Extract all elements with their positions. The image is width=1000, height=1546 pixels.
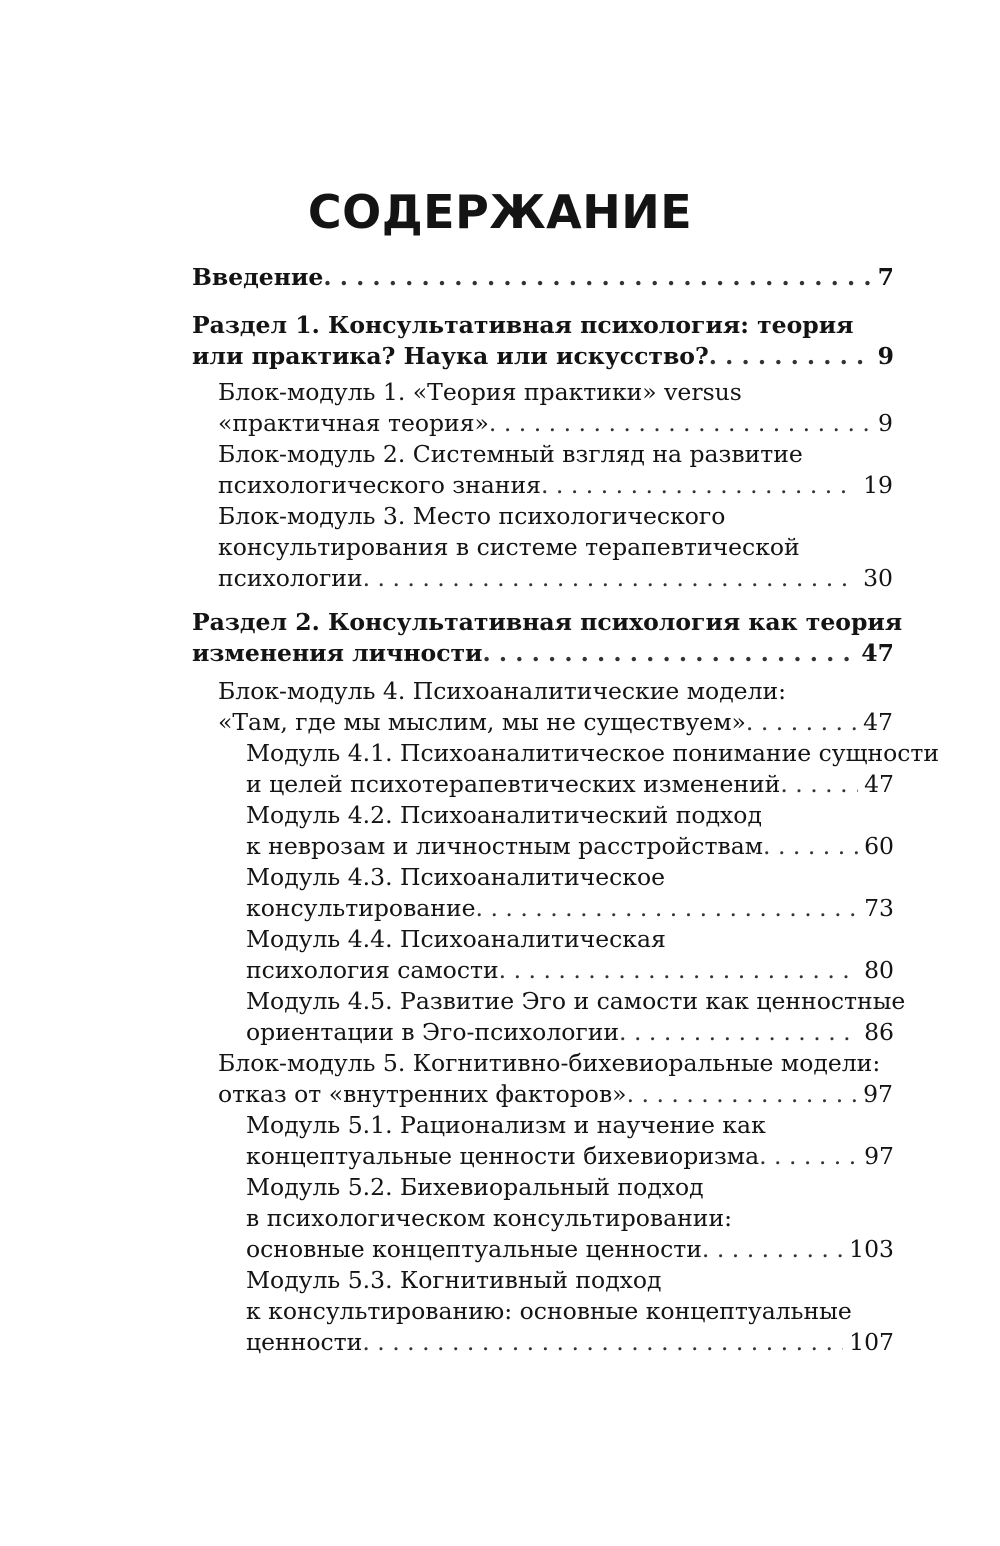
toc-entry-module-4-2[interactable] (246, 800, 894, 862)
dot-leader (483, 638, 856, 669)
toc-entry-module-4-1[interactable] (246, 738, 940, 800)
toc-entry-title: Блок-модуль 1. «Теория практики» versus (218, 378, 742, 406)
toc-entry-title: «практичная теория» (218, 409, 489, 437)
toc-entry-title: к консультированию: основные концептуальные (246, 1297, 852, 1325)
toc-entry-title: Блок-модуль 4. Психоаналитические модели: (218, 677, 787, 705)
toc-entry-title: Модуль 5.2. Бихевиоральный подход (246, 1173, 704, 1201)
toc-line (246, 1234, 894, 1265)
toc-entry-title: Модуль 4.3. Психоаналитическое (246, 863, 666, 891)
toc-entry-section-2[interactable] (192, 607, 903, 669)
toc-line (192, 638, 894, 669)
toc-page-number: 9 (878, 409, 893, 437)
toc-entry-introduction[interactable] (192, 262, 894, 293)
toc-line (246, 1110, 894, 1141)
toc-entry-title: и целей психотерапевтических изменений (246, 770, 781, 798)
toc-entry-title: в психологическом консультировании: (246, 1204, 733, 1232)
toc-line (218, 563, 893, 594)
dot-leader (759, 1141, 858, 1172)
dot-leader (746, 707, 857, 738)
toc-page-number: 97 (864, 1142, 894, 1170)
dot-leader (489, 408, 872, 439)
toc-entry-title: «Там, где мы мыслим, мы не существуем» (218, 708, 746, 736)
toc-entry-module-4-4[interactable] (246, 924, 894, 986)
toc-entry-title: Блок-модуль 5. Когнитивно-бихевиоральные модели: (218, 1049, 881, 1077)
toc-entry-title: изменения личности (192, 639, 483, 667)
toc-line (246, 924, 894, 955)
toc-entry-title: Раздел 1. Консультативная психология: теория (192, 311, 854, 339)
toc-line (192, 341, 894, 372)
toc-page-number: 47 (861, 639, 894, 667)
toc-entry-title: ориентации в Эго-психологии (246, 1018, 620, 1046)
dot-leader (619, 1017, 858, 1048)
toc-line (192, 310, 894, 341)
toc-entry-module-5-3[interactable] (246, 1265, 894, 1358)
toc-entry-title: психологического знания (218, 471, 541, 499)
dot-leader (763, 831, 858, 862)
toc-line (218, 1048, 893, 1079)
dot-leader (627, 1079, 858, 1110)
toc-line (218, 1079, 893, 1110)
dot-leader (499, 955, 858, 986)
dot-leader (363, 563, 857, 594)
toc-line (246, 1203, 894, 1234)
dot-leader (362, 1327, 843, 1358)
toc-entry-title: Раздел 2. Консультативная психология как теория (192, 608, 903, 636)
toc-line (246, 769, 894, 800)
toc-entry-title: Модуль 4.1. Психоаналитическое понимание сущности (246, 739, 940, 767)
toc-line (246, 1172, 894, 1203)
dot-leader (702, 1234, 843, 1265)
toc-entry-block-module-1[interactable] (218, 377, 893, 439)
toc-entry-title: к неврозам и личностным расстройствам (246, 832, 763, 860)
toc-line (218, 707, 893, 738)
toc-entry-block-module-2[interactable] (218, 439, 893, 501)
toc-line (218, 439, 893, 470)
toc-line (246, 1017, 894, 1048)
toc-page-number: 9 (877, 342, 894, 370)
toc-entry-title: или практика? Наука или искусство? (192, 342, 709, 370)
dot-leader (476, 893, 859, 924)
toc-line (218, 532, 893, 563)
toc-entry-title: Модуль 5.3. Когнитивный подход (246, 1266, 662, 1294)
toc-entry-title: Модуль 4.2. Психоаналитический подход (246, 801, 762, 829)
toc-line (246, 831, 894, 862)
toc-entry-title: консультирования в системе терапевтической (218, 533, 800, 561)
toc-entry-module-4-5[interactable] (246, 986, 906, 1048)
toc-entry-module-5-1[interactable] (246, 1110, 894, 1172)
toc-line (246, 862, 894, 893)
toc-line (192, 607, 903, 638)
toc-entry-block-module-3[interactable] (218, 501, 893, 594)
toc-entry-title: Блок-модуль 3. Место психологического (218, 502, 726, 530)
toc-line (218, 377, 893, 408)
toc-entry-title: Модуль 4.4. Психоаналитическая (246, 925, 666, 953)
toc-page-number: 19 (863, 471, 893, 499)
toc-line (246, 800, 894, 831)
toc-page-number: 47 (863, 708, 893, 736)
toc-entry-title: консультирование (246, 894, 476, 922)
toc-entry-title: Модуль 4.5. Развитие Эго и самости как ценностные (246, 987, 906, 1015)
dot-leader (323, 262, 871, 293)
toc-line (218, 408, 893, 439)
toc-entry-title: основные концептуальные ценности (246, 1235, 702, 1263)
toc-line (246, 1296, 894, 1327)
toc-line (246, 893, 894, 924)
toc-entry-title: Блок-модуль 2. Системный взгляд на развитие (218, 440, 803, 468)
toc-page-number: 97 (863, 1080, 893, 1108)
toc-page-number: 80 (864, 956, 894, 984)
page-title: СОДЕРЖАНИЕ (307, 185, 693, 239)
toc-entry-title: отказ от «внутренних факторов» (218, 1080, 627, 1108)
toc-entry-title: психологии (218, 564, 363, 592)
toc-entry-title: концептуальные ценности бихевиоризма (246, 1142, 760, 1170)
toc-entry-module-4-3[interactable] (246, 862, 894, 924)
toc-page-number: 103 (849, 1235, 894, 1263)
toc-line (218, 470, 893, 501)
toc-entry-title: ценности (246, 1328, 363, 1356)
toc-page-number: 73 (864, 894, 894, 922)
dot-leader (780, 769, 858, 800)
toc-line (246, 1141, 894, 1172)
toc-page-number: 60 (864, 832, 894, 860)
toc-entry-module-5-2[interactable] (246, 1172, 894, 1265)
toc-line (246, 738, 940, 769)
toc-line (192, 262, 894, 293)
toc-entry-title: Введение (192, 263, 324, 291)
toc-page-number: 86 (864, 1018, 894, 1046)
toc-line (246, 955, 894, 986)
toc-page-number: 107 (849, 1328, 894, 1356)
toc-page-number: 7 (877, 263, 894, 291)
toc-line (218, 676, 893, 707)
toc-entry-title: психология самости (246, 956, 499, 984)
dot-leader (541, 470, 857, 501)
dot-leader (709, 341, 872, 372)
toc-page-number: 30 (863, 564, 893, 592)
toc-line (218, 501, 893, 532)
toc-line (246, 986, 906, 1017)
toc-line (246, 1265, 894, 1296)
toc-entry-block-module-5[interactable] (218, 1048, 893, 1110)
toc-entry-block-module-4[interactable] (218, 676, 893, 738)
toc-entry-section-1[interactable] (192, 310, 894, 372)
toc-page-number: 47 (864, 770, 894, 798)
toc-line (246, 1327, 894, 1358)
toc-entry-title: Модуль 5.1. Рационализм и научение как (246, 1111, 766, 1139)
